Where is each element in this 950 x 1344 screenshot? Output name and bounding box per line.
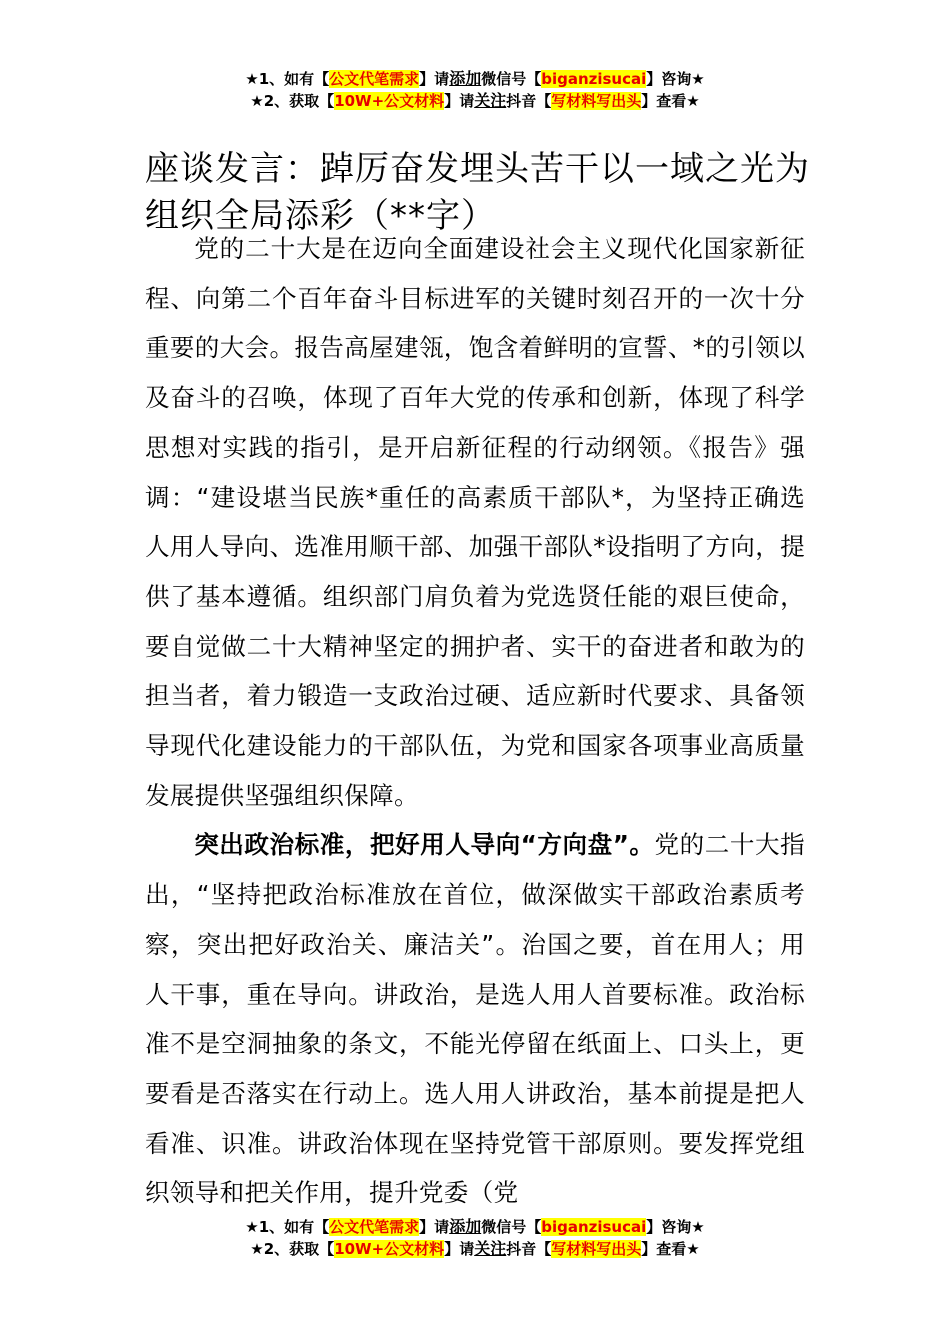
- promo-highlight: 公文代笔需求: [329, 1218, 420, 1236]
- promo-highlight: 公文代笔需求: [329, 70, 420, 88]
- promo-highlight: 10W+公文材料: [334, 92, 445, 110]
- promo-suffix: 】咨询★: [646, 1218, 705, 1236]
- promo-text: 】请: [419, 70, 450, 88]
- promo-text: 微信号【: [481, 1218, 542, 1236]
- promo-emphasis: 添加: [449, 69, 482, 88]
- promo-banner-top: [0, 68, 950, 112]
- promo-wechat-id: biganzisucai: [541, 70, 647, 88]
- promo-text: 微信号【: [481, 70, 542, 88]
- promo-line-2: [0, 1238, 950, 1260]
- promo-suffix: 】咨询★: [646, 70, 705, 88]
- paragraph-body: 党的二十大指出，“坚持把政治标准放在首位，做深做实干部政治素质考察，突出把好政治关、廉洁关”。治国之要，首在用人；用人干事，重在导向。讲政治，是选人用人首要标准。政治标准不是空洞抽象的条文，不能光停留在纸面上、口头上，更要看是否落实在行动上。选人用人讲政治，基本前提是把人看准、识准。讲政治体现在坚持党管干部原则。要发挥党组织领导和把关作用，提升党委（党: [145, 830, 805, 1208]
- promo-douyin-id: 写材料写出头: [551, 1240, 642, 1258]
- paragraph-political-standard: [145, 820, 805, 1218]
- promo-emphasis: 关注: [474, 91, 507, 110]
- promo-prefix: ★1、如有【: [245, 1218, 330, 1236]
- promo-emphasis: 关注: [474, 1239, 507, 1258]
- promo-prefix: ★1、如有【: [245, 70, 330, 88]
- promo-line-1: [0, 1216, 950, 1238]
- promo-text: 抖音【: [506, 92, 552, 110]
- promo-text: 】请: [419, 1218, 450, 1236]
- promo-douyin-id: 写材料写出头: [551, 92, 642, 110]
- promo-suffix: 】查看★: [641, 92, 700, 110]
- promo-prefix: ★2、获取【: [250, 1240, 335, 1258]
- promo-emphasis: 添加: [449, 1217, 482, 1236]
- promo-text: 抖音【: [506, 1240, 552, 1258]
- section-heading: 突出政治标准，把好用人导向“方向盘”。: [194, 830, 655, 860]
- promo-text: 】请: [444, 92, 475, 110]
- document-body: [145, 224, 805, 1218]
- promo-text: 】请: [444, 1240, 475, 1258]
- promo-highlight: 10W+公文材料: [334, 1240, 445, 1258]
- promo-prefix: ★2、获取【: [250, 92, 335, 110]
- promo-line-1: [0, 68, 950, 90]
- promo-suffix: 】查看★: [641, 1240, 700, 1258]
- promo-banner-bottom: [0, 1216, 950, 1260]
- paragraph-intro: 党的二十大是在迈向全面建设社会主义现代化国家新征程、向第二个百年奋斗目标进军的关键时刻召开的一次十分重要的大会。报告高屋建瓴，饱含着鲜明的宣誓、*的引领以及奋斗的召唤，体现了百年大党的传承和创新，体现了科学思想对实践的指引，是开启新征程的行动纲领。《报告》强调：“建设堪当民族*重任的高素质干部队*，为坚持正确选人用人导向、选准用顺干部、加强干部队*设指明了方向，提供了基本遵循。组织部门肩负着为党选贤任能的艰巨使命，要自觉做二十大精神坚定的拥护者、实干的奋进者和敢为的担当者，着力锻造一支政治过硬、适应新时代要求、具备领导现代化建设能力的干部队伍，为党和国家各项事业高质量发展提供坚强组织保障。: [145, 234, 805, 810]
- document-title: 座谈发言：踔厉奋发埋头苦干以一域之光为组织全局添彩（**字）: [145, 148, 810, 236]
- promo-wechat-id: biganzisucai: [541, 1218, 647, 1236]
- promo-line-2: [0, 90, 950, 112]
